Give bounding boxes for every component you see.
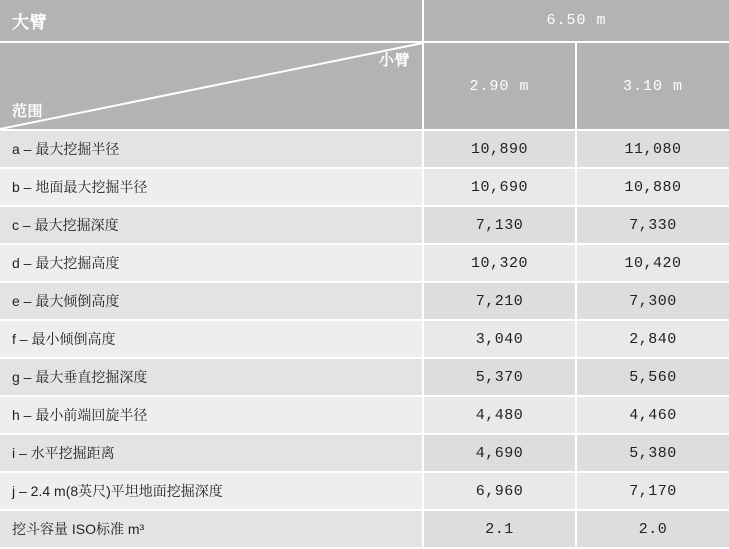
header-arm-value-1: 2.90 m [423,42,576,130]
row-value-arm2: 4,460 [576,396,729,434]
row-value-arm2: 2,840 [576,320,729,358]
row-value-arm2: 5,380 [576,434,729,472]
diagonal-divider-icon [0,43,423,129]
row-value-arm2: 10,420 [576,244,729,282]
row-value-arm2: 7,300 [576,282,729,320]
row-label: b – 地面最大挖掘半径 [0,168,423,206]
row-label: j – 2.4 m(8英尺)平坦地面挖掘深度 [0,472,423,510]
table-header [0,0,729,130]
row-value-arm1: 10,320 [423,244,576,282]
row-value-arm1: 5,370 [423,358,576,396]
header-row-arm [0,42,729,130]
table-row [0,396,729,434]
header-range-label: 范围 [12,103,44,120]
row-value-arm2: 7,170 [576,472,729,510]
table-row [0,472,729,510]
row-label: a – 最大挖掘半径 [0,130,423,168]
row-label: i – 水平挖掘距离 [0,434,423,472]
row-label: h – 最小前端回旋半径 [0,396,423,434]
row-value-arm1: 4,480 [423,396,576,434]
row-value-arm1: 2.1 [423,510,576,548]
row-value-arm2: 2.0 [576,510,729,548]
header-boom-value: 6.50 m [423,0,729,42]
row-label: d – 最大挖掘高度 [0,244,423,282]
row-value-arm1: 4,690 [423,434,576,472]
header-arm-label: 小臂 [378,52,410,69]
table-body [0,130,729,548]
row-value-arm1: 7,210 [423,282,576,320]
row-value-arm2: 5,560 [576,358,729,396]
table-row [0,130,729,168]
table-row [0,206,729,244]
table-row [0,244,729,282]
row-label: f – 最小倾倒高度 [0,320,423,358]
row-label: g – 最大垂直挖掘深度 [0,358,423,396]
table-row [0,434,729,472]
row-label: e – 最大倾倒高度 [0,282,423,320]
row-label: c – 最大挖掘深度 [0,206,423,244]
row-value-arm2: 7,330 [576,206,729,244]
header-diagonal-cell [0,42,423,130]
header-boom-label: 大臂 [0,0,423,42]
table-row [0,282,729,320]
header-row-boom [0,0,729,42]
row-value-arm2: 11,080 [576,130,729,168]
table-row [0,510,729,548]
row-value-arm1: 7,130 [423,206,576,244]
row-value-arm1: 10,890 [423,130,576,168]
header-arm-value-2: 3.10 m [576,42,729,130]
row-value-arm1: 3,040 [423,320,576,358]
row-value-arm1: 10,690 [423,168,576,206]
table-row [0,358,729,396]
table-row [0,168,729,206]
row-value-arm2: 10,880 [576,168,729,206]
row-label: 挖斗容量 ISO标准 m³ [0,510,423,548]
table-row [0,320,729,358]
row-value-arm1: 6,960 [423,472,576,510]
